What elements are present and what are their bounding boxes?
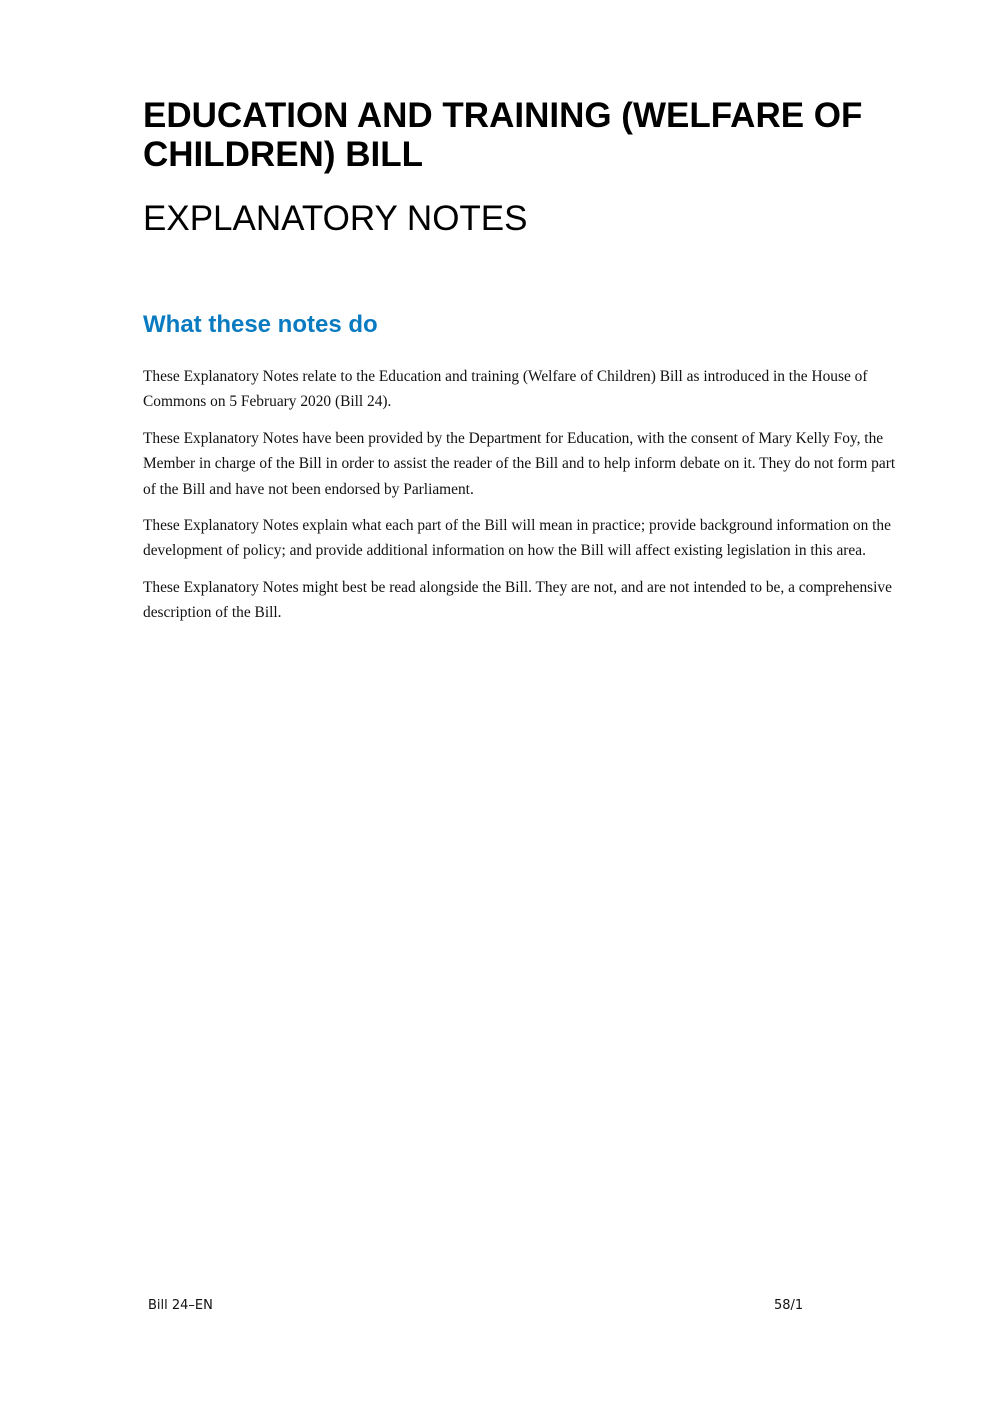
paragraph-3: These Explanatory Notes explain what each part of the Bill will mean in practice; provide background information on the development of policy; and provide additional information on how the Bill will affect existing legislation in this area. [143, 517, 891, 560]
footer-bill-reference: Bill 24–EN [148, 1298, 213, 1313]
section-heading: What these notes do [143, 311, 378, 338]
paragraph-1: These Explanatory Notes relate to the Education and training (Welfare of Children) Bill as introduced in the House of Commons on 5 February 2020 (Bill 24). [143, 368, 868, 411]
document-subtitle: EXPLANATORY NOTES [143, 199, 528, 238]
section-body [143, 364, 903, 637]
footer-page-reference: 58/1 [774, 1298, 804, 1313]
document-title: EDUCATION AND TRAINING (WELFARE OF CHILDREN) BILL [143, 96, 863, 174]
paragraph-4: These Explanatory Notes might best be read alongside the Bill. They are not, and are not intended to be, a comprehensive description of the Bill. [143, 578, 892, 622]
paragraph-2: These Explanatory Notes have been provided by the Department for Education, with the consent of Mary Kelly Foy, the Member in charge of the Bill in order to assist the reader of the Bill and to help inform debate on it. They do not form part of the Bill and have not been endorsed by Parliament. [143, 429, 896, 498]
